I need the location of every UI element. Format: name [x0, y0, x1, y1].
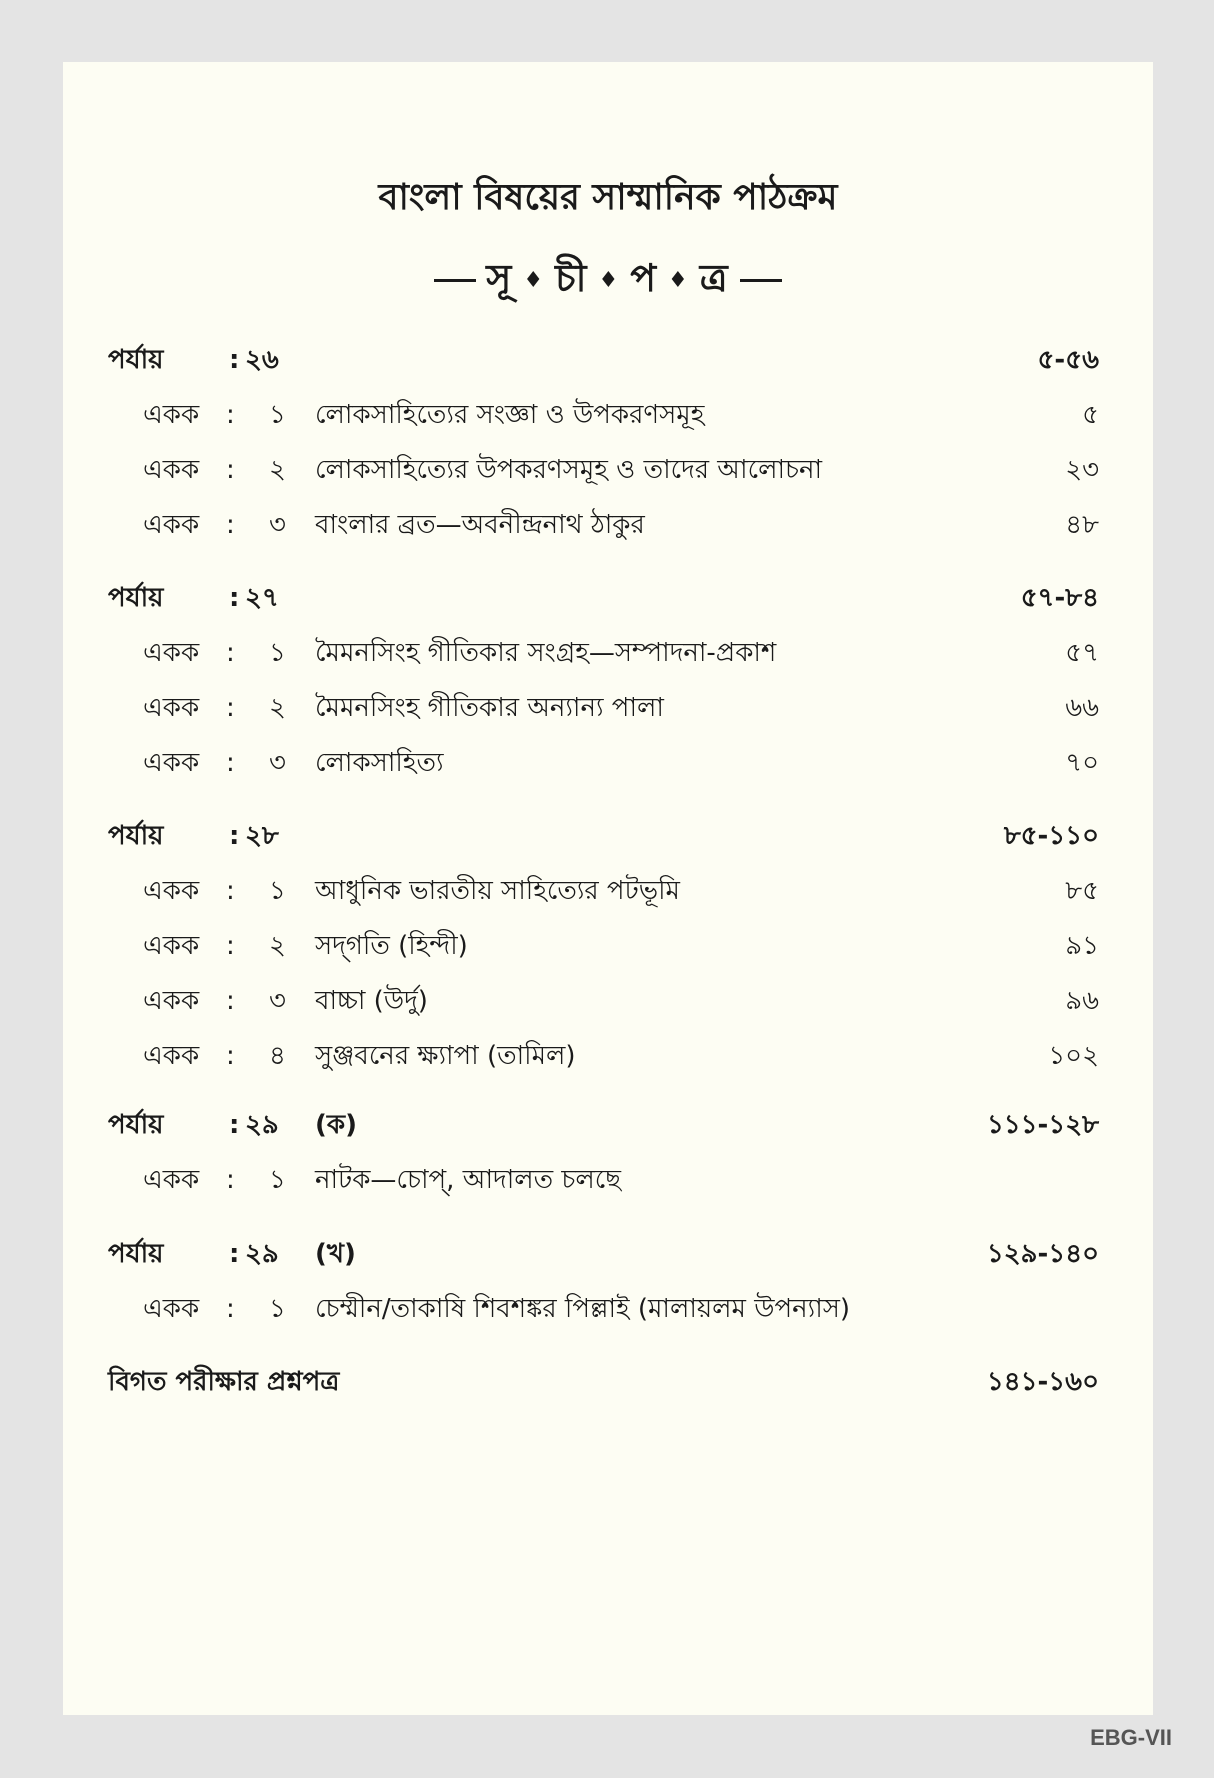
unit-label: একক	[143, 638, 200, 668]
section-row	[63, 340, 1153, 380]
section-number: ২৮	[245, 821, 279, 851]
colon: :	[226, 400, 235, 430]
colon: :	[226, 638, 235, 668]
colon: :	[229, 583, 240, 613]
unit-row	[63, 1289, 1153, 1329]
unit-label: একক	[143, 455, 200, 485]
heading-dash-right	[740, 279, 782, 282]
unit-number: ২	[269, 931, 286, 961]
unit-number: ৩	[269, 510, 286, 540]
unit-number: ৪	[269, 1041, 286, 1071]
unit-title: চেম্মীন/তাকাষি শিবশঙ্কর পিল্লাই (মালায়লম উপন্যাস)	[315, 1294, 851, 1324]
section-extra: (খ)	[315, 1239, 356, 1269]
unit-number: ১	[269, 1165, 286, 1195]
colon: :	[226, 1041, 235, 1071]
section-pages: ৫৭-৮৪	[1020, 583, 1099, 613]
diamond-icon: ♦	[668, 268, 690, 293]
colon: :	[226, 1294, 235, 1324]
unit-title: বাচ্চা (উর্দু)	[315, 986, 428, 1016]
unit-page: ৮৫	[1065, 876, 1099, 906]
section-row	[63, 1234, 1153, 1274]
colon: :	[226, 693, 235, 723]
unit-page: ৯৬	[1065, 986, 1099, 1016]
unit-title: মৈমনসিংহ গীতিকার অন্যান্য পালা	[315, 693, 664, 723]
colon: :	[229, 1239, 240, 1269]
section-label: পর্যায়	[108, 1239, 164, 1269]
unit-label: একক	[143, 748, 200, 778]
colon: :	[229, 345, 240, 375]
unit-page: ৯১	[1065, 931, 1099, 961]
unit-label: একক	[143, 986, 200, 1016]
final-pages: ১৪১-১৬০	[986, 1367, 1099, 1397]
unit-number: ১	[269, 1294, 286, 1324]
unit-number: ১	[269, 638, 286, 668]
unit-label: একক	[143, 876, 200, 906]
section-number: ২৯	[245, 1110, 279, 1140]
heading-dash-left	[434, 279, 476, 282]
unit-row	[63, 981, 1153, 1021]
unit-page: ৫৭	[1065, 638, 1099, 668]
unit-row	[63, 450, 1153, 490]
colon: :	[229, 821, 240, 851]
unit-page: ৭০	[1065, 748, 1099, 778]
unit-row	[63, 743, 1153, 783]
colon: :	[226, 455, 235, 485]
unit-label: একক	[143, 1294, 200, 1324]
unit-page: ৬৬	[1065, 693, 1099, 723]
colon: :	[226, 876, 235, 906]
unit-label: একক	[143, 931, 200, 961]
unit-row	[63, 1160, 1153, 1200]
unit-page: ৫	[1082, 400, 1099, 430]
heading-part-4: ত্র	[699, 256, 730, 300]
section-pages: ১১১-১২৮	[986, 1110, 1099, 1140]
unit-title: সুঞ্জবনের ক্ষ্যাপা (তামিল)	[315, 1041, 576, 1071]
diamond-icon: ♦	[598, 268, 621, 293]
unit-row	[63, 926, 1153, 966]
unit-title: লোকসাহিত্য	[315, 748, 444, 778]
section-row	[63, 816, 1153, 856]
heading-part-2: চী	[555, 256, 589, 300]
previous-question-papers-row	[63, 1362, 1153, 1402]
unit-number: ৩	[269, 748, 286, 778]
diamond-icon: ♦	[523, 268, 546, 293]
unit-title: সদ্‌গতি (হিন্দী)	[315, 931, 468, 961]
heading-part-3: প	[630, 256, 659, 300]
final-label: বিগত পরীক্ষার প্রশ্নপত্র	[108, 1367, 340, 1397]
section-number: ২৭	[245, 583, 279, 613]
contents-heading	[63, 249, 1153, 313]
document-page	[63, 62, 1153, 1715]
unit-title: বাংলার ব্রত—অবনীন্দ্রনাথ ঠাকুর	[315, 510, 645, 540]
unit-title: মৈমনসিংহ গীতিকার সংগ্রহ—সম্পাদনা-প্রকাশ	[315, 638, 777, 668]
unit-number: ২	[269, 455, 286, 485]
section-pages: ১২৯-১৪০	[986, 1239, 1099, 1269]
unit-title: লোকসাহিত্যের সংজ্ঞা ও উপকরণসমূহ	[315, 400, 705, 430]
unit-number: ১	[269, 876, 286, 906]
unit-row	[63, 1036, 1153, 1076]
unit-number: ৩	[269, 986, 286, 1016]
unit-label: একক	[143, 1165, 200, 1195]
section-pages: ৮৫-১১০	[1003, 821, 1099, 851]
unit-row	[63, 688, 1153, 728]
section-row	[63, 578, 1153, 618]
section-pages: ৫-৫৬	[1037, 345, 1099, 375]
colon: :	[226, 931, 235, 961]
colon: :	[229, 1110, 240, 1140]
unit-title: লোকসাহিত্যের উপকরণসমূহ ও তাদের আলোচনা	[315, 455, 823, 485]
section-label: পর্যায়	[108, 583, 164, 613]
unit-number: ১	[269, 400, 286, 430]
colon: :	[226, 986, 235, 1016]
section-extra: (ক)	[315, 1110, 357, 1140]
section-label: পর্যায়	[108, 821, 164, 851]
unit-page: ১০২	[1048, 1041, 1099, 1071]
unit-row	[63, 505, 1153, 545]
unit-label: একক	[143, 400, 200, 430]
unit-row	[63, 871, 1153, 911]
unit-number: ২	[269, 693, 286, 723]
section-label: পর্যায়	[108, 345, 164, 375]
colon: :	[226, 748, 235, 778]
page-title: বাংলা বিষয়ের সাম্মানিক পাঠক্রম	[378, 177, 838, 218]
colon: :	[226, 510, 235, 540]
section-label: পর্যায়	[108, 1110, 164, 1140]
unit-label: একক	[143, 693, 200, 723]
section-number: ২৯	[245, 1239, 279, 1269]
unit-row	[63, 633, 1153, 673]
unit-page: ৪৮	[1065, 510, 1099, 540]
section-row	[63, 1105, 1153, 1145]
heading-part-1: সূ	[486, 256, 514, 300]
unit-title: নাটক—চোপ্‌, আদালত চলছে	[315, 1165, 621, 1195]
footer-code: EBG-VII	[1090, 1725, 1172, 1750]
unit-row	[63, 395, 1153, 435]
colon: :	[226, 1165, 235, 1195]
unit-label: একক	[143, 1041, 200, 1071]
section-number: ২৬	[245, 345, 279, 375]
unit-page: ২৩	[1065, 455, 1099, 485]
unit-title: আধুনিক ভারতীয় সাহিত্যের পটভূমি	[315, 876, 680, 906]
unit-label: একক	[143, 510, 200, 540]
